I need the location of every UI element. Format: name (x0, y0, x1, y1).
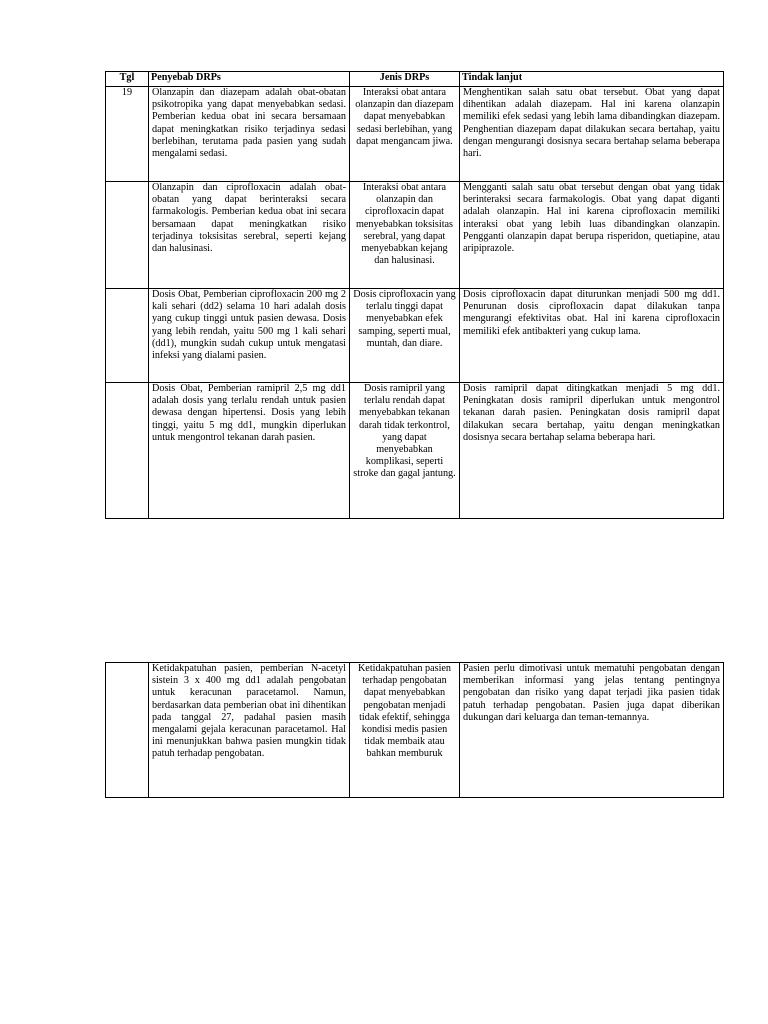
cell-cause: Ketidakpatuhan pasien, pemberian N-acetyl sistein 3 x 400 mg dd1 adalah pengobatan untuk keracunan paracetamol. Namun, berdasarkan data pemberian obat ini dihentikan pada tanggal 27, padahal pasien masih mengalami gejala keracunan paracetamol. Hal ini menunjukkan bahwa pasien mungkin tidak patuh terhadap pengobatan. (149, 663, 350, 798)
header-type: Jenis DRPs (350, 72, 460, 87)
table-row (106, 289, 724, 383)
cell-cause: Dosis Obat, Pemberian ciprofloxacin 200 mg 2 kali sehari (dd2) selama 10 hari adalah dosis yang cukup tinggi untuk pasien dewasa. Dosis yang lebih rendah, yaitu 500 mg 1 kali sehari (dd1), mungkin sudah cukup untuk mengatasi infeksi yang dialami pasien. (149, 289, 350, 383)
cell-date (106, 383, 149, 519)
cell-action: Mengganti salah satu obat tersebut dengan obat yang tidak berinteraksi secara farmakologis. Obat yang dapat diganti adalah olanzapin. Hal ini karena ciprofloxacin memiliki interaksi obat yang lebih luas dibandingkan olanzapin. Pengganti olanzapin dapat berupa risperidon, quetiapine, atau aripiprazole. (460, 182, 724, 289)
cell-date (106, 289, 149, 383)
table-header-row (106, 72, 724, 87)
header-action: Tindak lanjut (460, 72, 724, 87)
table-row (106, 87, 724, 182)
cell-type: Interaksi obat antara olanzapin dan ciprofloxacin dapat menyebabkan toksisitas serebral, yang dapat menyebabkan kejang dan halusinasi. (350, 182, 460, 289)
header-date: Tgl (106, 72, 149, 87)
cell-type: Ketidakpatuhan pasien terhadap pengobatan dapat menyebabkan pengobatan menjadi tidak efektif, sehingga kondisi medis pasien tidak membaik atau bahkan memburuk (350, 663, 460, 798)
cell-type: Dosis ramipril yang terlalu rendah dapat menyebabkan tekanan darah tidak terkontrol, yang dapat menyebabkan komplikasi, seperti stroke dan gagal jantung. (350, 383, 460, 519)
cell-date: 19 (106, 87, 149, 182)
cell-cause: Dosis Obat, Pemberian ramipril 2,5 mg dd1 adalah dosis yang terlalu rendah untuk pasien dewasa dengan hipertensi. Dosis yang lebih tinggi, yaitu 5 mg dd1, mungkin diperlukan untuk mengontrol tekanan darah pasien. (149, 383, 350, 519)
drp-table-lower (105, 662, 724, 798)
cell-cause: Olanzapin dan diazepam adalah obat-obatan psikotropika yang dapat menyebabkan sedasi. Pemberian kedua obat ini secara bersamaan dapat meningkatkan risiko terjadinya sedasi berlebihan, terutama pada pasien yang sudah mengalami sedasi. (149, 87, 350, 182)
cell-type: Dosis ciprofloxacin yang terlalu tinggi dapat menyebabkan efek samping, seperti mual, muntah, dan diare. (350, 289, 460, 383)
cell-action: Dosis ramipril dapat ditingkatkan menjadi 5 mg dd1. Peningkatan dosis ramipril diperlukan untuk mengontrol tekanan darah pasien. Peningkatan dosis ramipril dapat dilakukan secara bertahap, yaitu dengan meningkatkan dosisnya secara bertahap selama beberapa hari. (460, 383, 724, 519)
cell-cause: Olanzapin dan ciprofloxacin adalah obat-obatan yang dapat berinteraksi secara farmakologis. Pemberian kedua obat ini secara bersamaan dapat meningkatkan risiko terjadinya toksisitas serebral, seperti kejang dan halusinasi. (149, 182, 350, 289)
header-cause: Penyebab DRPs (149, 72, 350, 87)
table-row (106, 182, 724, 289)
cell-action: Menghentikan salah satu obat tersebut. Obat yang dapat dihentikan adalah diazepam. Hal ini karena olanzapin memiliki efek sedasi yang lebih lama dibandingkan diazepam. Penghentian diazepam dapat dilakukan secara bertahap, yaitu dengan mengurangi dosisnya secara bertahap selama beberapa hari. (460, 87, 724, 182)
drp-table-upper (105, 71, 724, 519)
table-row (106, 383, 724, 519)
cell-action: Pasien perlu dimotivasi untuk mematuhi pengobatan dengan memberikan informasi yang jelas tentang pentingnya pengobatan dan risiko yang dapat terjadi jika pasien tidak patuh terhadap pengobatan. Pasien juga dapat diberikan dukungan dari keluarga dan teman-temannya. (460, 663, 724, 798)
cell-date (106, 182, 149, 289)
table-row (106, 663, 724, 798)
cell-type: Interaksi obat antara olanzapin dan diazepam dapat menyebabkan sedasi berlebihan, yang dapat mengancam jiwa. (350, 87, 460, 182)
cell-date (106, 663, 149, 798)
cell-action: Dosis ciprofloxacin dapat diturunkan menjadi 500 mg dd1. Penurunan dosis ciprofloxacin dapat dilakukan tanpa mengurangi efektivitas obat. Hal ini karena ciprofloxacin memiliki efek antibakteri yang cukup lama. (460, 289, 724, 383)
